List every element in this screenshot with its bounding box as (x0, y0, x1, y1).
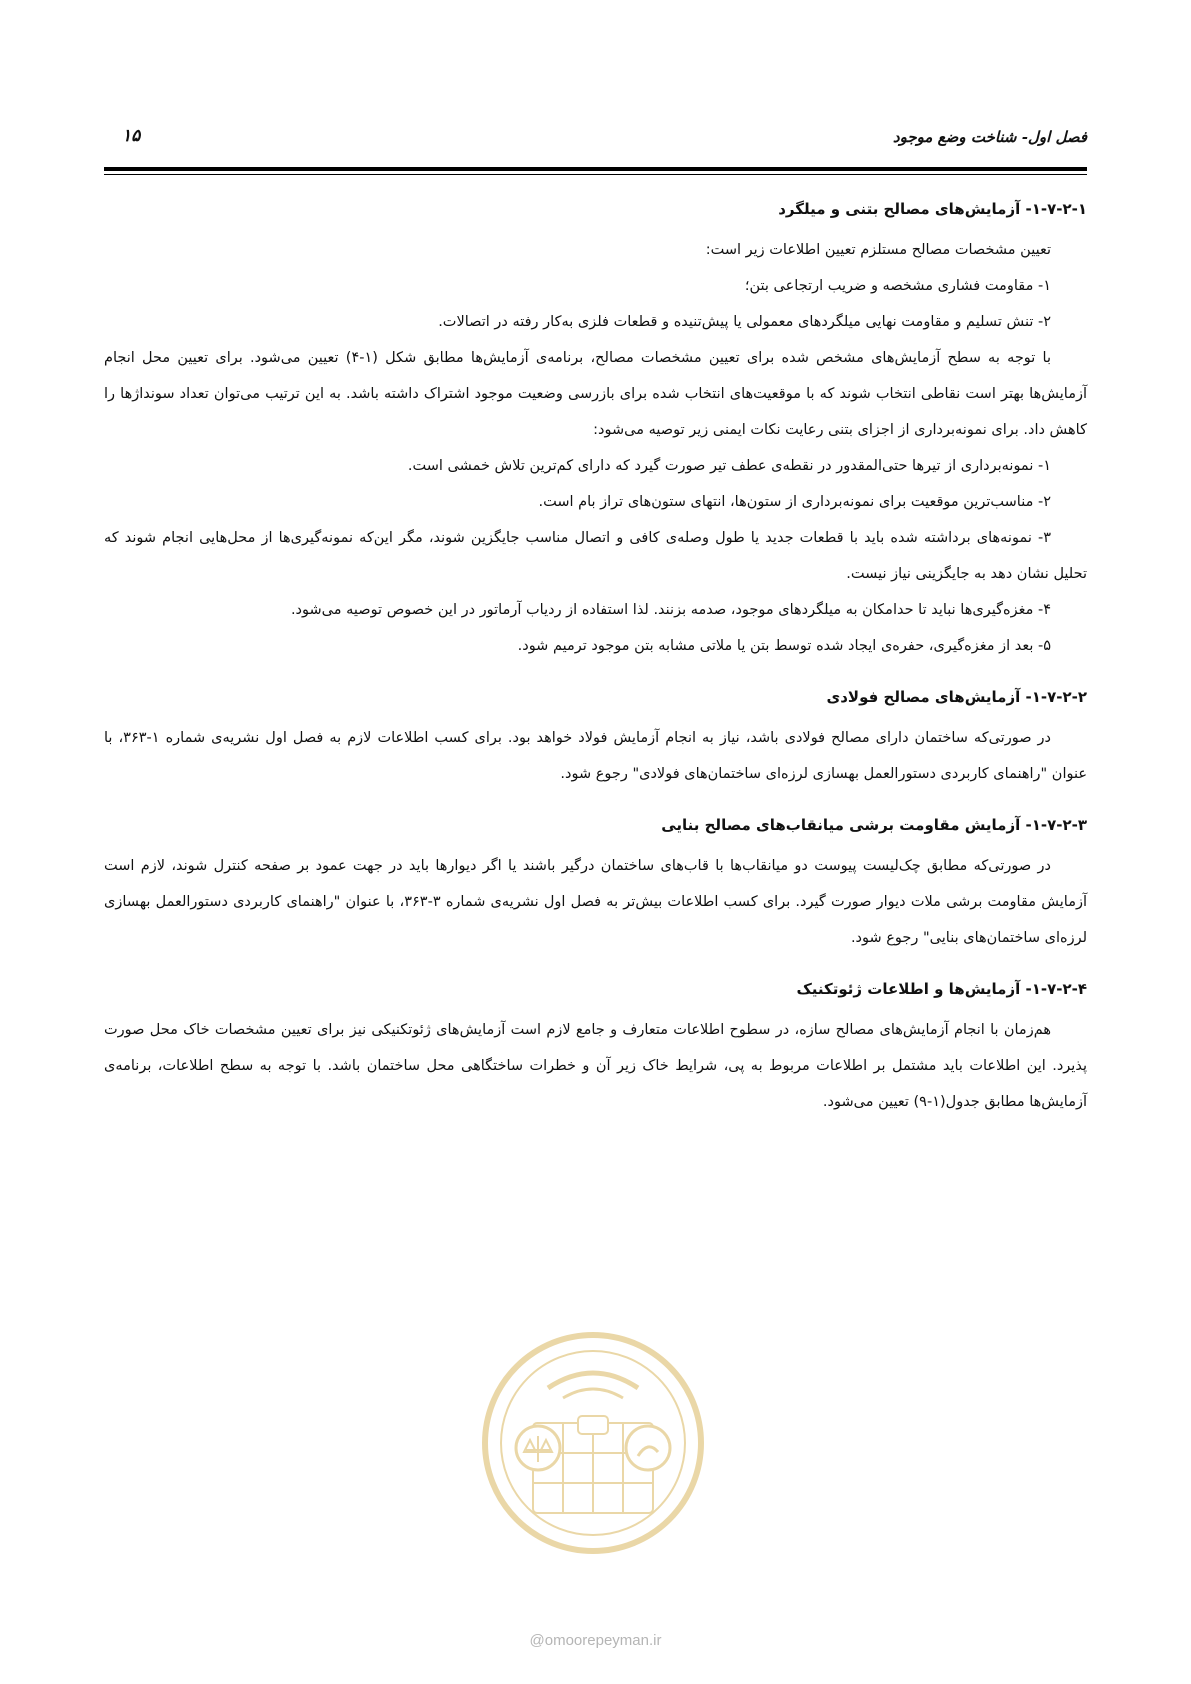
section-masonry-tests (104, 810, 1087, 956)
list-item: ۵- بعد از مغزه‌گیری، حفره‌ی ایجاد شده توسط بتن یا ملاتی مشابه بتن موجود ترمیم شود. (517, 638, 1051, 654)
list-item: ۳- نمونه‌های برداشته شده باید با قطعات جدید یا طول وصله‌ی کافی و اتصال مناسب جایگزین شوند، مگر این‌که نمونه‌گیری‌ها از محل‌هایی انجام شوند که تحلیل نشان دهد به جایگزینی نیاز نیست. (104, 530, 1087, 582)
list-item: ۲- مناسب‌ترین موقعیت برای نمونه‌برداری از ستون‌ها، انتهای ستون‌های تراز بام است. (538, 494, 1051, 510)
list-item: ۱- مقاومت فشاری مشخصه و ضریب ارتجاعی بتن؛ (744, 278, 1051, 294)
section-heading: ۱-۷-۲-۴- آزمایش‌ها و اطلاعات ژئوتکنیک (796, 980, 1087, 998)
list-item: ۱- نمونه‌برداری از تیرها حتی‌المقدور در نقطه‌ی عطف تیر صورت گیرد که دارای کم‌ترین تلاش خمشی است. (407, 458, 1051, 474)
section-heading: ۱-۷-۲-۳- آزمایش مقاومت برشی میانقاب‌های مصالح بنایی (661, 816, 1087, 834)
paragraph: با توجه به سطح آزمایش‌های مشخص شده برای تعیین مشخصات مصالح، برنامه‌ی آزمایش‌ها مطابق شکل (۱-۴) تعیین می‌شود. برای تعیین محل انجام آزمایش‌ها بهتر است نقاطی انتخاب شوند که با موقعیت‌های انتخاب شده برای بازرسی وضعیت موجود اشتراک داشته باشد. به این ترتیب می‌توان تعداد سونداژها را کاهش داد. برای نمونه‌برداری از اجزای بتنی رعایت نکات ایمنی زیر توصیه می‌شود: (104, 350, 1087, 438)
watermark-logo (478, 1328, 708, 1558)
paragraph: تعیین مشخصات مصالح مستلزم تعیین اطلاعات زیر است: (705, 242, 1051, 258)
chapter-title: فصل اول- شناخت وضع موجود (892, 128, 1087, 146)
page-header (104, 128, 1087, 156)
header-rule-thick (104, 167, 1087, 171)
page-number: ۱۵ (122, 126, 141, 146)
header-rule-thin (104, 174, 1087, 175)
list-item: ۴- مغزه‌گیری‌ها نباید تا حدامکان به میلگردهای موجود، صدمه بزنند. لذا استفاده از ردیاب آرماتور در این خصوص توصیه می‌شود. (290, 602, 1051, 618)
watermark-url: @omoorepeyman.ir (529, 1632, 662, 1649)
section-heading: ۱-۷-۲-۱- آزمایش‌های مصالح بتنی و میلگرد (778, 200, 1087, 218)
paragraph: هم‌زمان با انجام آزمایش‌های مصالح سازه، در سطوح اطلاعات متعارف و جامع لازم است آزمایش‌های ژئوتکنیکی نیز برای تعیین مشخصات خاک محل صورت پذیرد. این اطلاعات باید مشتمل بر اطلاعات مربوط به پی، شرایط خاک زیر آن و خطرات ساختگاهی محل ساختمان باشد. با توجه به سطح اطلاعات، برنامه‌ی آزمایش‌ها مطابق جدول(۱-۹) تعیین می‌شود. (104, 1022, 1087, 1110)
list-item: ۲- تنش تسلیم و مقاومت نهایی میلگردهای معمولی یا پیش‌تنیده و قطعات فلزی به‌کار رفته در اتصالات. (438, 314, 1051, 330)
body-content (104, 194, 1087, 1138)
section-geotechnical-tests (104, 974, 1087, 1120)
section-steel-tests (104, 682, 1087, 792)
paragraph: در صورتی‌که ساختمان دارای مصالح فولادی باشد، نیاز به انجام آزمایش فولاد خواهد بود. برای کسب اطلاعات لازم به فصل اول نشریه‌ی شماره ۱-۳۶۳، با عنوان "راهنمای کاربردی دستورالعمل بهسازی لرزه‌ای ساختمان‌های فولادی" رجوع شود. (104, 730, 1087, 782)
section-heading: ۱-۷-۲-۲- آزمایش‌های مصالح فولادی (826, 688, 1087, 706)
section-concrete-tests (104, 194, 1087, 664)
paragraph: در صورتی‌که مطابق چک‌لیست پیوست دو میانقاب‌ها با قاب‌های ساختمان درگیر باشند یا اگر دیوارها باید در جهت عمود بر صفحه کنترل شوند، لازم است آزمایش مقاومت برشی ملات دیوار صورت گیرد. برای کسب اطلاعات بیش‌تر به فصل اول نشریه‌ی شماره ۳-۳۶۳، با عنوان "راهنمای کاربردی دستورالعمل بهسازی لرزه‌ای ساختمان‌های بنایی" رجوع شود. (104, 858, 1087, 946)
